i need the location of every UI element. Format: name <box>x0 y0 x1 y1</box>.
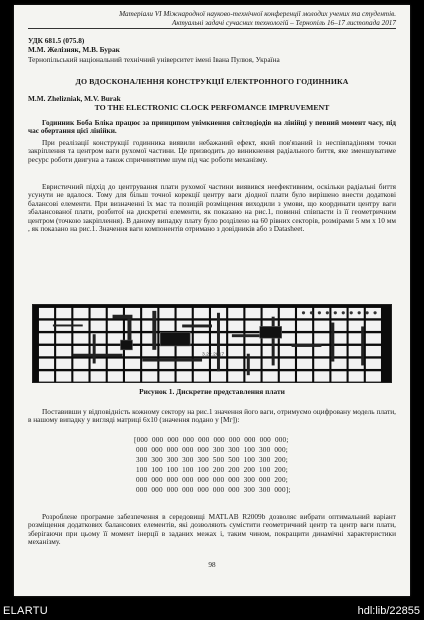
matrix-row: 300 300 300 300 300 500 500 100 300 200; <box>134 455 288 464</box>
grid-sector <box>349 371 364 381</box>
grid-sector <box>366 321 381 331</box>
led-pad <box>373 311 376 314</box>
grid-sector <box>125 359 140 369</box>
authors-english: M.M. Zheliznіak, M.V. Burak <box>28 94 121 103</box>
led-pad <box>366 311 369 314</box>
matrix-row: 100 100 100 100 100 200 200 200 100 200; <box>134 465 288 474</box>
body-paragraph-3: Поставивши у відповідність кожному сектору на рис.1 значення його ваги, отримуємо оцифровану модель плати, в нашому випадку у вигляді матриці 6х10 (значення подано у [Мг]): <box>28 407 396 425</box>
header-rule <box>28 28 396 29</box>
grid-sector <box>73 308 88 318</box>
led-pad <box>310 311 313 314</box>
grid-sector <box>73 359 88 369</box>
board-trace <box>361 326 364 365</box>
grid-sector <box>280 333 295 343</box>
grid-sector <box>297 321 312 331</box>
grid-sector <box>366 346 381 356</box>
grid-sector <box>91 308 106 318</box>
grid-sector <box>263 308 278 318</box>
grid-sector <box>91 321 106 331</box>
grid-sector <box>39 346 54 356</box>
grid-sector <box>297 346 312 356</box>
grid-sector <box>39 308 54 318</box>
affiliation: Тернопільський національний технічний університет імені Івана Пулюя, Україна <box>28 55 280 64</box>
document-page <box>14 5 410 596</box>
board-trace <box>272 317 275 366</box>
grid-sector <box>314 321 329 331</box>
grid-sector <box>159 371 174 381</box>
udc-code: УДК 681.5 (075.8) <box>28 36 85 45</box>
grid-sector <box>314 371 329 381</box>
board-chip <box>121 340 133 350</box>
led-pad <box>318 311 321 314</box>
grid-sector <box>73 371 88 381</box>
grid-sector <box>228 359 243 369</box>
grid-sector <box>56 371 71 381</box>
led-pad <box>302 311 305 314</box>
board-trace <box>142 359 202 362</box>
board-trace <box>113 315 133 319</box>
board-trace <box>53 324 83 326</box>
grid-sector <box>194 308 209 318</box>
grid-sector <box>314 333 329 343</box>
grid-sector <box>194 371 209 381</box>
grid-sector <box>331 371 346 381</box>
authors-ukrainian: М.М. Желізняк, М.В. Бурак <box>28 45 120 54</box>
grid-sector <box>280 371 295 381</box>
grid-sector <box>125 371 140 381</box>
abstract-paragraph: Годинник Боба Бліка працює за принципом увімкнення світлодіодів на лінійці у певний момент часу, під час обертання цієї лінійки. <box>28 118 396 136</box>
board-label: 3.22.2017 <box>202 352 225 358</box>
running-header-line-2: Актуальні задачі сучасних технологій – Тернопіль 16–17 листопада 2017 <box>171 19 396 27</box>
board-trace <box>73 354 123 357</box>
grid-sector <box>228 308 243 318</box>
matrix-row: [000 000 000 000 000 000 000 000 000 000; <box>134 436 289 444</box>
board-trace <box>292 344 322 347</box>
pcb-discrete-figure <box>32 304 392 383</box>
handle-identifier[interactable]: hdl:lib/22855 <box>357 605 420 617</box>
board-trace <box>217 313 220 371</box>
grid-sector <box>108 321 123 331</box>
running-header-line-1: Матеріали VI Міжнародної науково-технічної конференції молодих учених та студентів. <box>119 10 396 18</box>
led-pad <box>326 311 329 314</box>
figure-caption: Рисунок 1. Дискретне представлення плати <box>139 387 285 396</box>
matrix-row: 000 000 000 000 000 300 300 100 300 000; <box>134 445 288 454</box>
grid-sector <box>314 359 329 369</box>
grid-sector <box>91 371 106 381</box>
grid-sector <box>39 333 54 343</box>
grid-sector <box>297 333 312 343</box>
page-number: 98 <box>208 561 216 569</box>
grid-sector <box>39 359 54 369</box>
grid-sector <box>177 308 192 318</box>
board-chip <box>160 332 190 346</box>
grid-sector <box>125 321 140 331</box>
grid-sector <box>194 333 209 343</box>
led-pad <box>358 311 361 314</box>
grid-sector <box>366 333 381 343</box>
grid-sector <box>280 308 295 318</box>
grid-sector <box>56 346 71 356</box>
grid-sector <box>280 321 295 331</box>
grid-sector <box>211 371 226 381</box>
grid-sector <box>297 359 312 369</box>
board-chip <box>260 326 282 338</box>
body-paragraph-1: При реалізації конструкції годинника виявили небажаний ефект, який пов'язаний із неспівпадінням точки закріплення та центром ваги рухомої частини. Це призводить до виникнення радіального биття, яке зменшуватиме ресурс роботи двигуна а також спричинятиме шум під час роботи механізму. <box>28 138 396 164</box>
body-paragraph-4: Розроблене програмне забезпечення в середовищі MATLAB R2009b дозволяє вибрати оптимальний варіант розміщення додаткових балансових елементів, які дозволяють сумістити геометричний центр та центр ваги плати, зберігаючи при цьому її момент інерції в заданих межах і, таким чином, покращити динамічні характеристики механізму. <box>28 512 396 547</box>
grid-sector <box>366 359 381 369</box>
repository-name[interactable]: ELARTU <box>3 605 48 617</box>
grid-sector <box>245 308 260 318</box>
board-trace <box>152 311 156 350</box>
grid-sector <box>39 371 54 381</box>
grid-sector <box>280 346 295 356</box>
board-trace <box>182 324 212 327</box>
grid-sector <box>39 321 54 331</box>
board-trace <box>331 323 334 362</box>
grid-sector <box>159 308 174 318</box>
grid-sector <box>56 308 71 318</box>
grid-sector <box>366 371 381 381</box>
matrix-row: 000 000 000 000 000 000 000 300 000 200; <box>134 475 288 484</box>
matrix-row: 000 000 000 000 000 000 000 300 300 000]; <box>134 485 291 494</box>
grid-sector <box>228 371 243 381</box>
grid-sector <box>142 371 157 381</box>
grid-sector <box>159 346 174 356</box>
led-pad <box>350 311 353 314</box>
grid-sector <box>228 321 243 331</box>
grid-sector <box>280 359 295 369</box>
led-pad <box>342 311 345 314</box>
weight-matrix <box>134 436 291 495</box>
grid-sector <box>314 346 329 356</box>
grid-sector <box>108 359 123 369</box>
led-pad <box>334 311 337 314</box>
grid-sector <box>263 371 278 381</box>
grid-sector <box>263 359 278 369</box>
grid-sector <box>73 333 88 343</box>
grid-sector <box>177 346 192 356</box>
board-trace <box>247 354 250 375</box>
grid-sector <box>159 321 174 331</box>
paper-title-ukrainian: ДО ВДОСКОНАЛЕННЯ КОНСТРУКЦІЇ ЕЛЕКТРОННОГО ГОДИННИКА <box>75 77 349 86</box>
grid-sector <box>245 321 260 331</box>
paper-title-english: TO THE ELECTRONIC CLOCK PERFOMANCE IMPRUVEMENT <box>94 103 330 112</box>
body-paragraph-2: Евристичний підхід до центрування плати рухомої частини виявився неефективним, оскільки радіальні биття усунути не вдалося. Тому для більш точної корекції центру ваги діодної плати було вирішено внести додаткові балансові елементи. При визначенні їх мас та позицій розміщення виходили з умови, що координати центру ваги збалансованої плати, розбитої на дискретні елементи, як показано на рис.1, повинні співпасти із її геометричним центром (точкою закріплення). В даному випадку плату було розділено на 60 рівних секторів, розмірами 5 мм x 10 мм , як показано на рис.1. Значення ваги компонентів отримано з довідників або з Datasheet. <box>28 182 396 234</box>
grid-sector <box>56 333 71 343</box>
grid-sector <box>228 346 243 356</box>
grid-sector <box>177 371 192 381</box>
board-trace <box>93 334 96 363</box>
grid-sector <box>56 359 71 369</box>
grid-sector <box>108 371 123 381</box>
grid-sector <box>263 346 278 356</box>
grid-sector <box>297 371 312 381</box>
